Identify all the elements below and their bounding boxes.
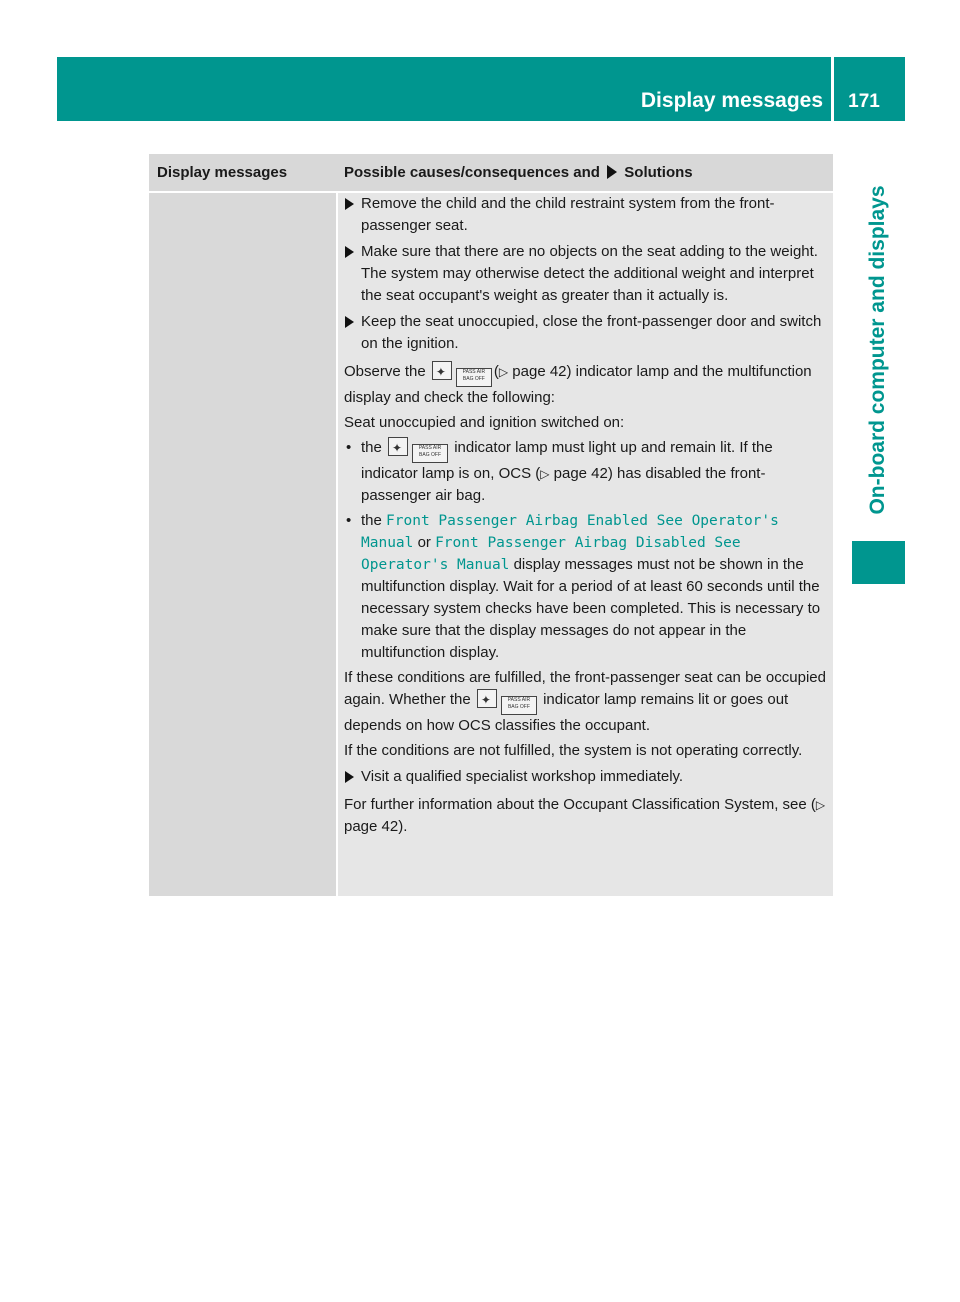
- pass-airbag-off-icon: PASS AIR BAG OFF: [412, 444, 448, 463]
- page-number: 171: [848, 91, 880, 112]
- solutions-content: [344, 193, 830, 838]
- paragraph: For further information about the Occupant Classification System, see (▷ page 42).: [344, 796, 826, 835]
- paragraph: Observe the ✦ PASS AIR BAG OFF (▷ page 42) indicator lamp and the multifunction display and check the following:: [344, 361, 830, 409]
- side-tab-label: On-board computer and displays: [866, 185, 889, 515]
- paragraph: If the conditions are not fulfilled, the system is not operating correctly.: [344, 742, 803, 759]
- side-tab-marker: [852, 541, 905, 584]
- list-item: • the Front Passenger Airbag Enabled See Operator's Manual or Front Passenger Airbag Disabled See Operator's Manual display messages must not be shown in the multifunction display. Wait for a period of at least 60 seconds until the necessary system checks have been completed. This is necessary to make sure that the display messages do not appear in the multifunction display.: [344, 510, 830, 664]
- table-header: [149, 154, 833, 191]
- column-header-solutions: Possible causes/consequences and Solutions: [344, 164, 693, 181]
- header-divider: [831, 57, 834, 121]
- section-title: Display messages: [640, 89, 823, 112]
- occupant-sensor-icon: [477, 689, 497, 708]
- page-reference-arrow-icon: ▷: [540, 467, 550, 481]
- display-message-cell: [149, 193, 336, 896]
- pass-airbag-off-icon: PASS AIR BAG OFF: [501, 696, 537, 715]
- play-arrow-icon: [607, 165, 617, 179]
- instruction-step: Make sure that there are no objects on the seat adding to the weight. The system may otherwise detect the additional weight and interpret the seat occupant's weight as greater than it actually is.: [344, 241, 830, 307]
- instruction-step: Visit a qualified specialist workshop immediately.: [344, 766, 830, 788]
- occupant-sensor-icon: [388, 437, 408, 456]
- display-message-text: Front Passenger Airbag Disabled See Operator's Manual: [361, 535, 741, 573]
- display-message-text: Front Passenger Airbag Enabled See Operator's Manual: [361, 513, 779, 551]
- column-header-display-messages: Display messages: [157, 164, 288, 181]
- paragraph: If these conditions are fulfilled, the front-passenger seat can be occupied again. Whether the ✦ PASS AIR BAG OFF indicator lamp remains lit or goes out depends on how OCS classifies the occupant.: [344, 667, 830, 737]
- occupant-sensor-icon: [432, 361, 452, 380]
- side-tab: [844, 170, 912, 530]
- instruction-step: Keep the seat unoccupied, close the front-passenger door and switch on the ignition.: [344, 311, 830, 355]
- instruction-step: Remove the child and the child restraint system from the front-passenger seat.: [344, 193, 830, 237]
- list-item: • the ✦ PASS AIR BAG OFF indicator lamp must light up and remain lit. If the indicator lamp is on, OCS (▷ page 42) has disabled the front-passenger air bag.: [344, 437, 830, 507]
- page-reference-arrow-icon: ▷: [815, 798, 826, 812]
- paragraph: Seat unoccupied and ignition switched on:: [344, 414, 625, 431]
- pass-airbag-off-icon: PASS AIR BAG OFF: [456, 368, 492, 387]
- page-reference-arrow-icon: ▷: [498, 365, 509, 379]
